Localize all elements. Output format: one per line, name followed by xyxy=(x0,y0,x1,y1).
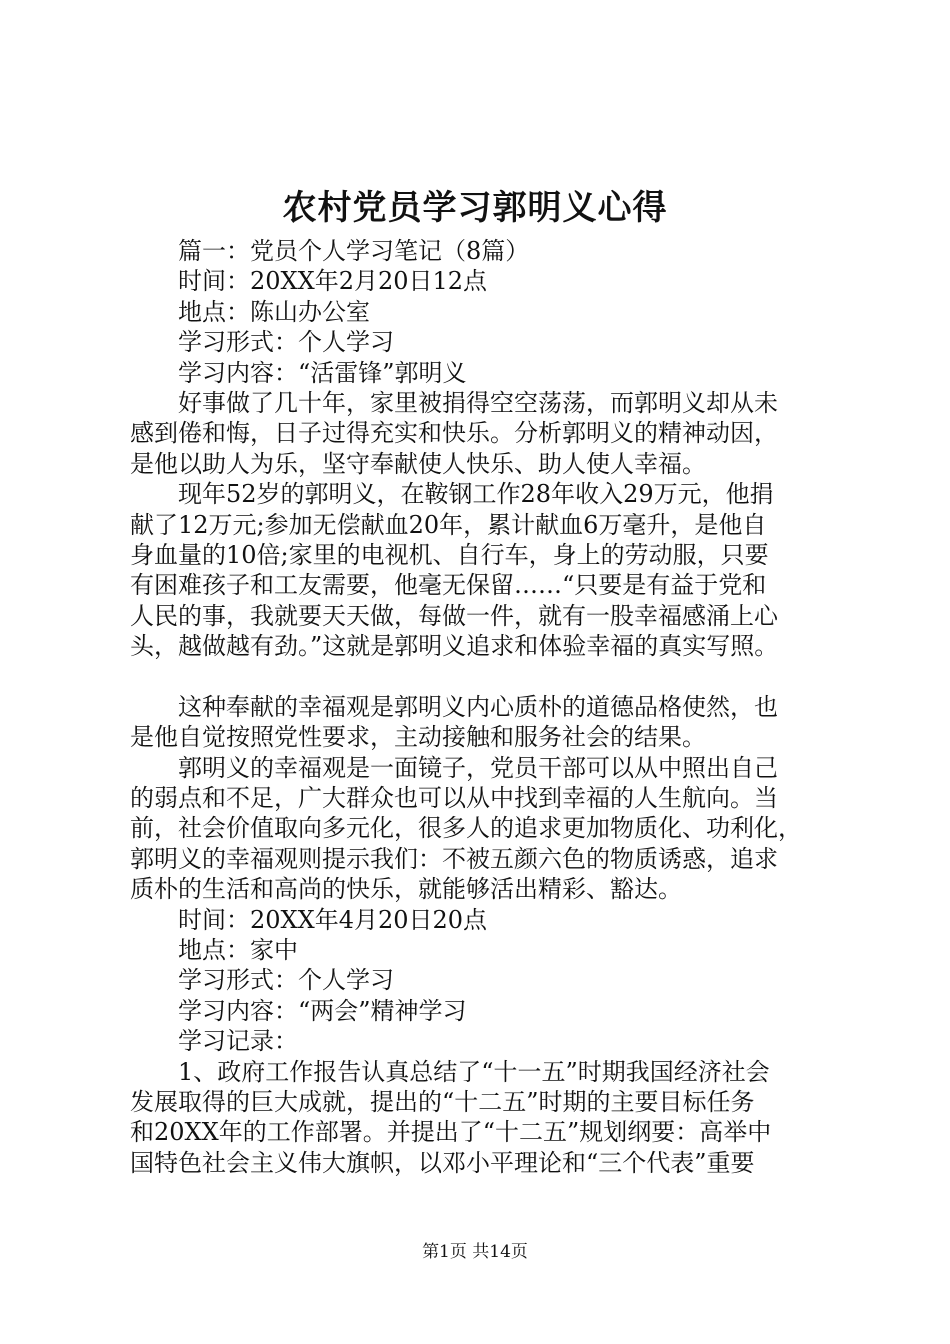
page-title: 农村党员学习郭明义心得 xyxy=(282,188,668,228)
text-line: 学习记录： xyxy=(178,1027,298,1056)
text-line: 郭明义的幸福观是一面镜子，党员干部可以从中照出自己 xyxy=(178,753,778,782)
text-line: 学习形式：个人学习 xyxy=(178,328,394,357)
text-line: 有困难孩子和工友需要，他毫无保留……“只要是有益于党和 xyxy=(130,571,767,600)
text-line: 身血量的10倍;家里的电视机、自行车，身上的劳动服，只要 xyxy=(130,540,769,569)
text-line: 时间：20XX年4月20日20点 xyxy=(178,905,488,934)
text-line: 的弱点和不足，广大群众也可以从中找到幸福的人生航向。当 xyxy=(130,784,778,813)
text-line: 学习内容：“活雷锋”郭明义 xyxy=(178,358,467,387)
text-line: 人民的事，我就要天天做，每做一件，就有一股幸福感涌上心 xyxy=(130,601,778,630)
text-line: 篇一：党员个人学习笔记（8篇） xyxy=(178,237,530,265)
text-line: 学习形式：个人学习 xyxy=(178,966,394,995)
text-line: 1、政府工作报告认真总结了“十一五”时期我国经济社会 xyxy=(178,1057,770,1086)
text-line: 好事做了几十年，家里被捐得空空荡荡，而郭明义却从未 xyxy=(178,388,778,417)
text-line: 这种奉献的幸福观是郭明义内心质朴的道德品格使然，也 xyxy=(178,692,778,721)
text-line: 质朴的生活和高尚的快乐，就能够活出精彩、豁达。 xyxy=(130,875,682,904)
text-line: 前，社会价值取向多元化，很多人的追求更加物质化、功利化， xyxy=(130,814,802,843)
blank-line xyxy=(130,661,838,691)
text-line: 头，越做越有劲。”这就是郭明义追求和体验幸福的真实写照。 xyxy=(130,632,779,661)
text-line: 是他自觉按照党性要求，主动接触和服务社会的结果。 xyxy=(130,723,706,752)
text-line: 地点：家中 xyxy=(178,935,298,964)
text-line: 国特色社会主义伟大旗帜，以邓小平理论和“三个代表”重要 xyxy=(130,1148,755,1177)
text-line: 时间：20XX年2月20日12点 xyxy=(178,267,488,296)
text-line: 学习内容：“两会”精神学习 xyxy=(178,996,467,1025)
text-line: 献了12万元;参加无偿献血20年，累计献血6万毫升，是他自 xyxy=(130,510,767,539)
text-line: 现年52岁的郭明义，在鞍钢工作28年收入29万元，他捐 xyxy=(178,480,774,509)
document-body xyxy=(130,236,838,1178)
page-footer: 第1页 共14页 xyxy=(422,1242,528,1262)
text-line: 是他以助人为乐，坚守奉献使人快乐、助人使人幸福。 xyxy=(130,449,706,478)
text-line: 感到倦和悔，日子过得充实和快乐。分析郭明义的精神动因， xyxy=(130,419,778,448)
text-line: 郭明义的幸福观则提示我们：不被五颜六色的物质诱惑，追求 xyxy=(130,844,778,873)
text-line: 发展取得的巨大成就，提出的“十二五”时期的主要目标任务 xyxy=(130,1087,755,1116)
text-line: 和20XX年的工作部署。并提出了“十二五”规划纲要：高举中 xyxy=(130,1118,772,1147)
text-line: 地点：陈山办公室 xyxy=(178,297,370,326)
